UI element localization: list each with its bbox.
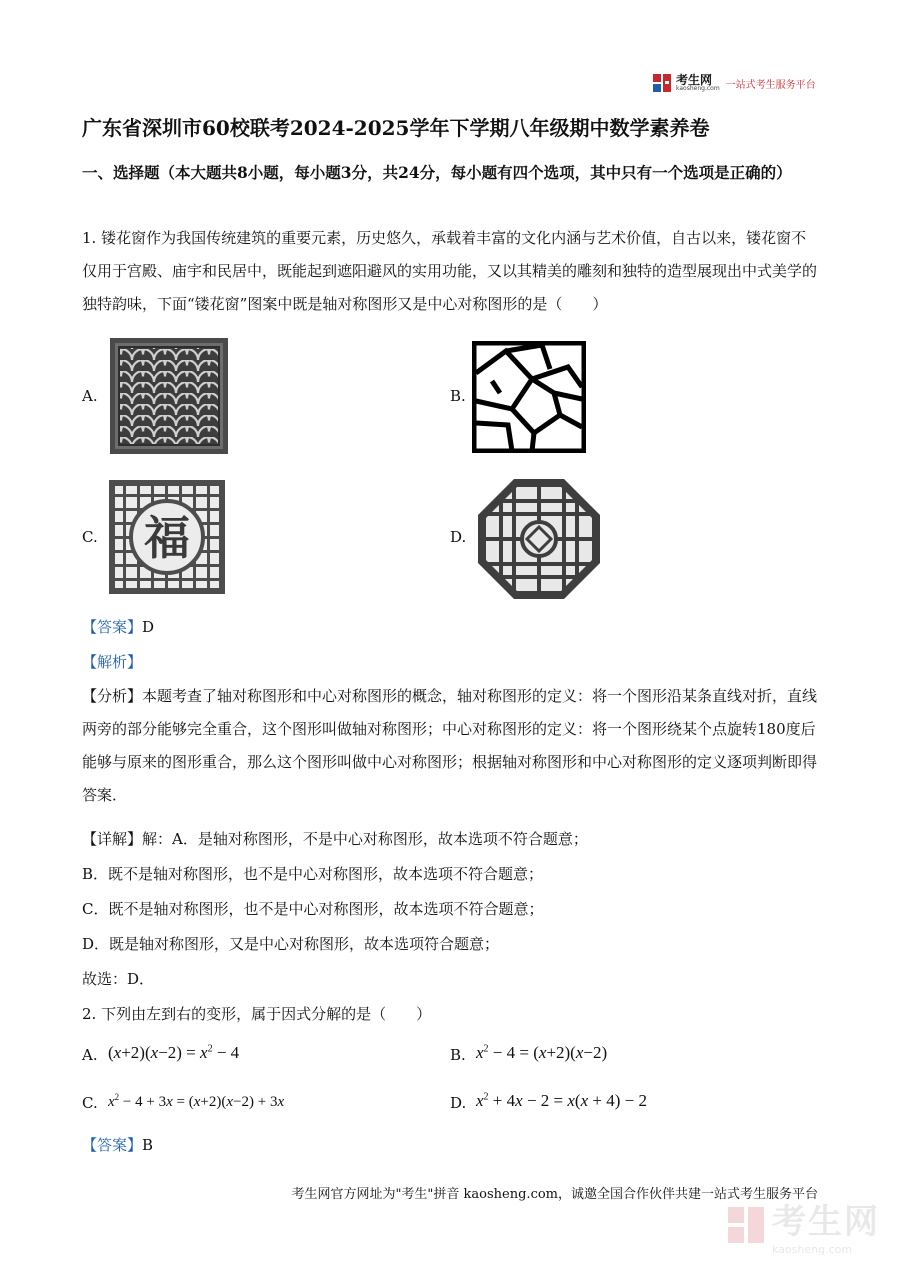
q1-option-c-label: C. — [82, 528, 98, 546]
q1-option-d-window-image — [476, 477, 602, 605]
q1-detail-line: 【详解】解：A．是轴对称图形，不是中心对称图形，故本选项不符合题意； — [82, 830, 588, 848]
q1-option-b-label: B. — [450, 387, 466, 405]
q2-answer — [82, 1134, 153, 1155]
watermark-domain: kaosheng.com — [772, 1243, 853, 1256]
q2-option-c-label: C. — [82, 1094, 98, 1112]
logo-domain: kaosheng.com — [676, 85, 720, 92]
fu-character: 福 — [144, 511, 190, 565]
q1-analysis-text: 【分析】本题考查了轴对称图形和中心对称图形的概念，轴对称图形的定义：将一个图形沿某条直线对折，直线两旁的部分能够完全重合，这个图形叫做轴对称图形；中心对称图形的定义：将一个图形绕某个点旋转180度后能够与原来的图形重合，那么这个图形叫做中心对称图形；根据轴对称图形和中心对称图形的定义逐项判断即得答案． — [82, 687, 818, 804]
q2-option-a-formula: $(x+2)(x-2) = x^2 - 4$ — [108, 1043, 240, 1062]
q1-answer — [82, 616, 154, 637]
watermark-icon — [726, 1205, 766, 1245]
q1-option-d-label: D. — [450, 528, 467, 546]
answer-label: 【答案】 — [82, 1136, 143, 1154]
answer-value: B — [142, 1136, 154, 1154]
site-logo — [652, 72, 816, 94]
section-heading: 一、选择题（本大题共8小题，每小题3分，共24分，每小题有四个选项，其中只有一个选项是正确的） — [82, 163, 792, 182]
logo-icon — [652, 73, 672, 93]
answer-label: 【答案】 — [82, 618, 143, 636]
q2-option-d-label: D. — [450, 1094, 467, 1112]
q2-option-c-formula: $x^2 - 4 + 3x = (x+2)(x-2) + 3x$ — [108, 1092, 285, 1110]
q1-option-a-label: A. — [82, 387, 98, 405]
page-footer: 考生网官方网址为"考生"拼音 kaosheng.com，诚邀全国合作伙伴共建一站式考生服务平台 — [291, 1187, 818, 1202]
answer-value: D — [142, 618, 155, 636]
q2-option-b-label: B. — [450, 1046, 466, 1064]
q1-analysis-label: 【解析】 — [82, 653, 143, 671]
q1-detail-line: 故选：D． — [82, 970, 155, 988]
page-title: 广东省深圳市60校联考2024-2025学年下学期八年级期中数学素养卷 — [82, 116, 710, 140]
logo-name: 考生网 — [676, 73, 713, 87]
q2-option-b-formula: $x^2 - 4 = (x+2)(x-2)$ — [476, 1043, 608, 1062]
q2-option-d-formula: $x^2 + 4x - 2 = x(x + 4) - 2$ — [476, 1091, 647, 1110]
watermark-name: 考生网 — [772, 1202, 880, 1242]
watermark-logo — [726, 1194, 880, 1256]
q2-option-a-label: A. — [82, 1046, 98, 1064]
q1-option-a-window-image — [110, 338, 228, 458]
question-2-stem: 2. 下列由左到右的变形，属于因式分解的是（ ） — [82, 1005, 432, 1023]
q1-detail-line: B．既不是轴对称图形，也不是中心对称图形，故本选项不符合题意； — [82, 865, 544, 883]
q1-option-c-window-image — [109, 480, 225, 598]
q1-option-b-window-image — [472, 341, 586, 457]
logo-slogan: 一站式考生服务平台 — [725, 79, 816, 91]
q1-detail-line: C．既不是轴对称图形，也不是中心对称图形，故本选项不符合题意； — [82, 900, 544, 918]
q1-detail-line: D．既是轴对称图形，又是中心对称图形，故本选项符合题意； — [82, 935, 500, 953]
question-1-stem: 1. 镂花窗作为我国传统建筑的重要元素，历史悠久，承载着丰富的文化内涵与艺术价值，自古以来，镂花窗不仅用于宫殿、庙宇和民居中，既能起到遮阳避风的实用功能，又以其精美的雕刻和独特的造型展现出中式美学的独特韵味，下面“镂花窗”图案中既是轴对称图形又是中心对称图形的是（ ） — [82, 229, 818, 313]
